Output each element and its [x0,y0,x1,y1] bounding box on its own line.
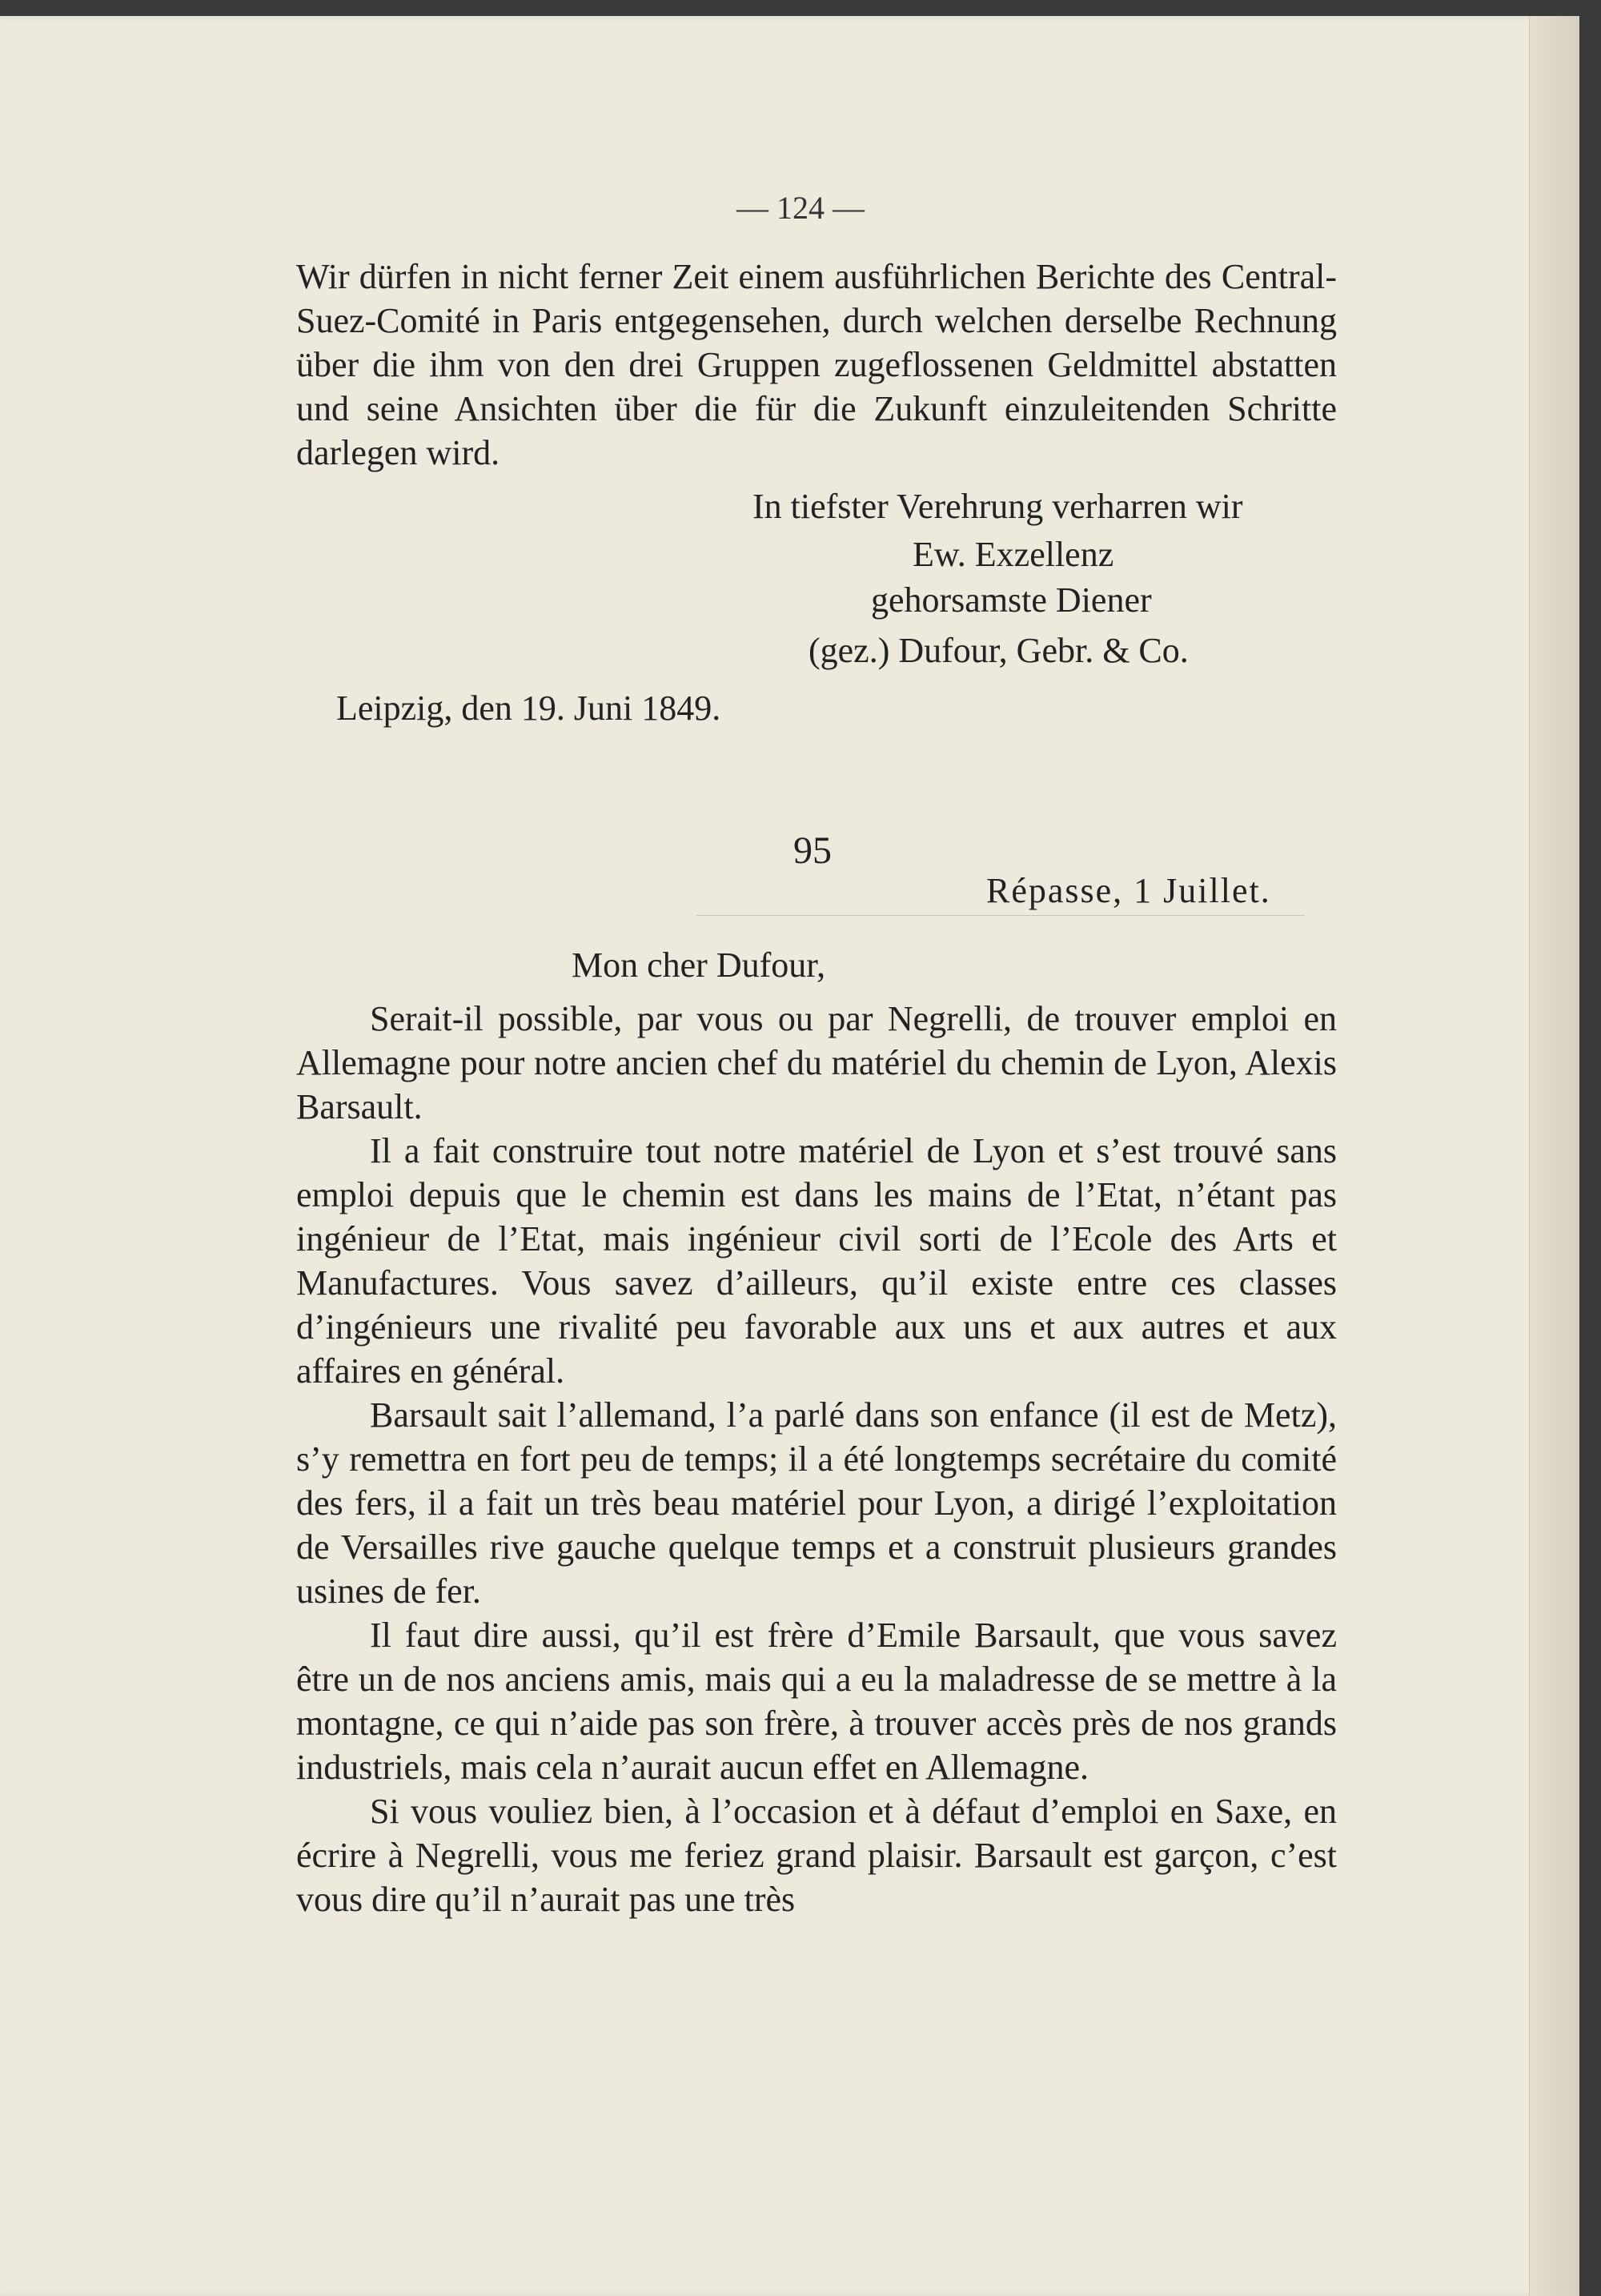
page-number: — 124 — [736,190,865,226]
paragraph-3: Barsault sait l’allemand, l’a parlé dans son enfance (il est de Metz), s’y remettra en fort peu de temps; il a été longtemps secrétaire du comité des fers, il a fait un très beau matériel pour Lyon, a dirigé l’exploitation de Versailles rive gauche quelque temps et a construit plusieurs grandes usines de fer. [296,1395,1337,1611]
salutation: Mon cher Dufour, [572,945,826,985]
letter-number: 95 [793,829,832,872]
page-edge [1529,16,1579,2296]
closing-line-2: Ew. Exzellenz [913,535,1114,574]
place-date: Leipzig, den 19. Juni 1849. [336,688,721,728]
paragraph-5: Si vous vouliez bien, à l’occasion et à défaut d’emploi en Saxe, en écrire à Negrelli, vous me feriez grand plaisir. Barsault est garçon, c’est vous dire qu’il n’aurait pas une très [296,1792,1337,1919]
french-letter-body [296,997,1337,1921]
signature: (gez.) Dufour, Gebr. & Co. [809,631,1189,670]
german-paragraph-text: Wir dürfen in nicht ferner Zeit einem ausführlichen Berichte des Central-Suez-Comité in Paris entgegensehen, durch welchen derselbe Rechnung über die ihm von den drei Gruppen zugeflossenen Geldmittel abstatten und seine Ansichten über die für die Zukunft einzuleitenden Schritte darlegen wird. [296,257,1337,472]
closing-line-3: gehorsamste Diener [871,580,1152,620]
paragraph-2: Il a fait construire tout notre matériel de Lyon et s’est trouvé sans emploi depuis que le chemin est dans les mains de l’Etat, n’étant pas ingénieur de l’Etat, mais ingénieur civil sorti de l’Ecole des Arts et Manufactures. Vous savez d’ailleurs, qu’il existe entre ces classes d’ingénieurs une rivalité peu favorable aux uns et aux autres et aux affaires en général. [296,1131,1337,1391]
german-paragraph [296,255,1337,475]
letter-place-date: Répasse, 1 Juillet. [986,871,1271,910]
divider-line [696,915,1305,916]
paragraph-4: Il faut dire aussi, qu’il est frère d’Emile Barsault, que vous savez être un de nos anciens amis, mais qui a eu la maladresse de se mettre à la montagne, ce qui n’aide pas son frère, à trouver accès près de nos grands industriels, mais cela n’aurait aucun effet en Allemagne. [296,1616,1337,1787]
closing-line-1: In tiefster Verehrung verharren wir [752,487,1243,526]
paragraph-1: Serait-il possible, par vous ou par Negrelli, de trouver emploi en Allemagne pour notre ancien chef du matériel du chemin de Lyon, Alexis Barsault. [296,999,1337,1126]
